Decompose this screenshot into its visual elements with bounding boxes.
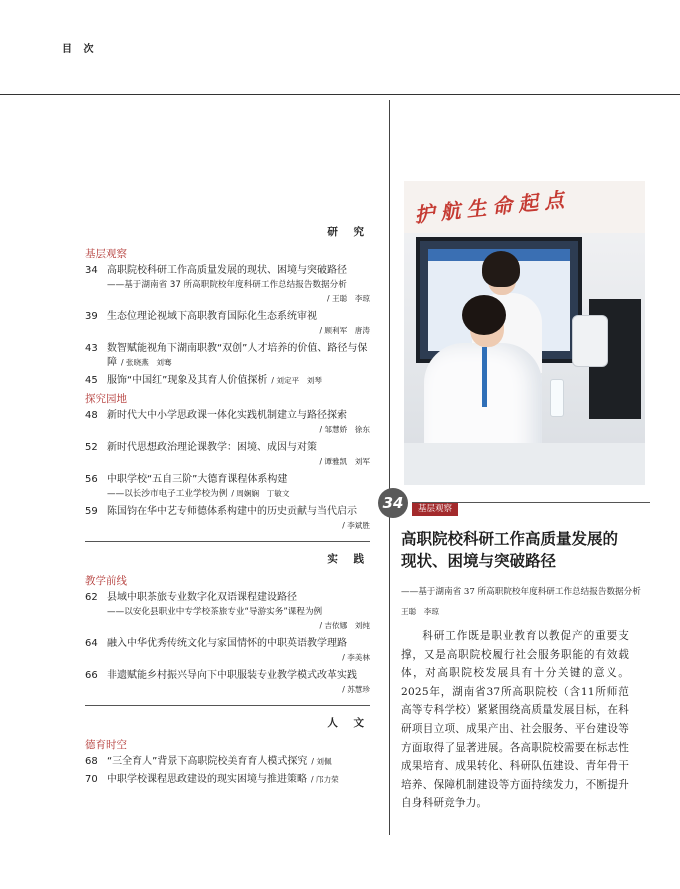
- article-subtitle: ——基于湖南省 37 所高职院校年度科研工作总结报告数据分析: [401, 587, 641, 597]
- photo-banner-text: 护航生命起点: [413, 186, 571, 228]
- toc-entry-title: [107, 441, 370, 455]
- toc-entry-title-text: 县域中职茶旅专业数字化双语课程建设路径: [107, 592, 297, 603]
- toc-category: 探究园地: [85, 393, 127, 405]
- toc-entry-title: [107, 669, 370, 683]
- toc-section-heading: 研 究: [327, 226, 370, 238]
- toc-entry-authors: / 顾利军 唐涛: [319, 326, 370, 335]
- toc-page-number: 68: [85, 756, 98, 767]
- toc-entry-title-text: 融入中华优秀传统文化与家国情怀的中职英语教学理路: [107, 638, 347, 649]
- toc-page-number: 70: [85, 774, 98, 785]
- toc-entry-title-text: 新时代大中小学思政课一体化实践机制建立与路径探索: [107, 410, 347, 421]
- article-title-line-2: 现状、困境与突破路径: [401, 552, 557, 570]
- toc-entry-subtitle-text: ——基于湖南省 37 所高职院校年度科研工作总结报告数据分析: [107, 280, 347, 290]
- toc-entry: [85, 441, 370, 455]
- section-divider: [85, 541, 370, 542]
- toc-entry: [85, 473, 370, 487]
- toc-entry-authors: / 邝力荣: [311, 775, 339, 784]
- desk: [404, 443, 645, 485]
- toc-page-number: 39: [85, 311, 98, 322]
- toc-entry-subtitle: [85, 487, 370, 501]
- toc-page-number: 34: [85, 265, 98, 276]
- toc-entry-title: [107, 409, 370, 423]
- toc-category: 基层观察: [85, 248, 127, 260]
- toc-entry-authors: / 李斌胜: [342, 521, 370, 530]
- toc-entry-authors: / 谭雅凯 刘军: [319, 457, 370, 466]
- medical-device: [572, 315, 608, 367]
- toc-section-heading: 人 文: [327, 717, 370, 729]
- toc-entry-title-text: 生态位理论视域下高职教育国际化生态系统审视: [107, 311, 317, 322]
- toc-page-number: 64: [85, 638, 98, 649]
- toc-entry-authors: / 苏慧珍: [342, 685, 370, 694]
- toc-entry-title-text: 陈国钧在华中艺专师德体系构建中的历史贡献与当代启示: [107, 506, 357, 517]
- toc-entry-title-text: 新时代思想政治理论课教学：困境、成因与对策: [107, 442, 317, 453]
- toc-entry-title-text: 服饰“中国红”现象及其育人价值探析: [107, 375, 268, 386]
- toc-entry: [85, 374, 370, 388]
- page-header-title: 目 次: [62, 44, 98, 55]
- toc-entry-title-text: 中职学校“五自三阶”大德育课程体系构建: [107, 474, 288, 485]
- toc-entry-title: [107, 505, 370, 519]
- toc-entry: [85, 591, 370, 605]
- toc-entry-title: [107, 637, 370, 651]
- toc-page-number: 52: [85, 442, 98, 453]
- toc-entry-title: [107, 773, 370, 787]
- table-of-contents: [85, 225, 370, 791]
- toc-page-number: 43: [85, 343, 98, 354]
- section-divider: [85, 705, 370, 706]
- article-body: 科研工作既是职业教育以教促产的重要支撑，又是高职院校履行社会服务职能的有效载体，对高职院校发展具有十分关键的意义。2025年，湖南省37所高职院校（含11所师范高等专科学校）紧紧围绕高质量发展目标，在科研项目立项、成果产出、社会服务、平台建设等方面取得了显著进展。各高职院校需要在标志性成果培育、成果转化、科研队伍建设、青年骨干培养、保障机制建设等方面持续发力，不断提升自身科研竞争力。: [401, 630, 629, 810]
- toc-entry: [85, 409, 370, 423]
- toc-page-number: 59: [85, 506, 98, 517]
- photo-banner: [404, 181, 645, 233]
- toc-entry-authors: / 刘佩: [311, 757, 332, 766]
- toc-entry-authors: / 周娴娴 丁敏文: [231, 489, 290, 498]
- toc-entry-title: [107, 374, 370, 388]
- toc-entry-authors: / 张晓燕 刘骞: [121, 358, 172, 367]
- toc-entry-authors: / 邹慧娇 徐东: [319, 425, 370, 434]
- toc-entry-authors: / 李美林: [342, 653, 370, 662]
- toc-category: 教学前线: [85, 575, 127, 587]
- toc-entry-subtitle-text: ——以长沙市电子工业学校为例: [107, 489, 228, 499]
- header-divider: [0, 94, 680, 95]
- toc-entry-title: [107, 342, 370, 370]
- toc-entry-title-text: 中职学校课程思政建设的现实困境与推进策略: [107, 774, 307, 785]
- bottle: [550, 379, 564, 417]
- toc-page-number: 45: [85, 375, 98, 386]
- toc-page-number: 66: [85, 670, 98, 681]
- toc-entry: [85, 310, 370, 324]
- toc-page-number: 56: [85, 474, 98, 485]
- toc-entry-title-text: 数智赋能视角下湖南职教“双创”人才培养的价值、路径与保障: [107, 343, 368, 368]
- toc-entry-subtitle: [85, 605, 370, 619]
- toc-category: 德育时空: [85, 739, 127, 751]
- article-category-tag: 基层观察: [412, 503, 458, 516]
- toc-entry-title: [107, 591, 370, 605]
- toc-entry-title-text: “三全育人”背景下高职院校美育育人模式探究: [107, 756, 308, 767]
- toc-entry: [85, 773, 370, 787]
- toc-entry: [85, 637, 370, 651]
- article-title-line-1: 高职院校科研工作高质量发展的: [401, 530, 619, 548]
- toc-entry-title: [107, 473, 370, 487]
- toc-entry-authors: / 吉依娜 刘纯: [319, 621, 370, 630]
- toc-section-heading: 实 践: [327, 553, 370, 565]
- toc-entry-title: [107, 310, 370, 324]
- toc-page-number: 48: [85, 410, 98, 421]
- article-photo: [404, 181, 645, 485]
- toc-entry: [85, 505, 370, 519]
- article-authors: 王聪 李琼: [401, 607, 439, 616]
- toc-entry-authors: / 王聪 李琼: [327, 294, 370, 303]
- article-title: [401, 528, 661, 572]
- toc-entry: [85, 669, 370, 683]
- article-page-number: 34: [378, 488, 408, 518]
- toc-entry: [85, 342, 370, 370]
- toc-entry-authors: / 刘定平 刘琴: [271, 376, 322, 385]
- column-divider: [389, 100, 390, 835]
- toc-entry: [85, 755, 370, 769]
- toc-entry-title-text: 高职院校科研工作高质量发展的现状、困境与突破路径: [107, 265, 347, 276]
- toc-entry-title: [107, 755, 370, 769]
- toc-entry-subtitle-text: ——以安化县职业中专学校茶旅专业“导游实务”课程为例: [107, 607, 323, 617]
- toc-entry-subtitle: [85, 278, 370, 292]
- toc-entry-title: [107, 264, 370, 278]
- toc-entry-title-text: 非遗赋能乡村振兴导向下中职服装专业教学模式改革实践: [107, 670, 357, 681]
- toc-entry: [85, 264, 370, 278]
- toc-page-number: 62: [85, 592, 98, 603]
